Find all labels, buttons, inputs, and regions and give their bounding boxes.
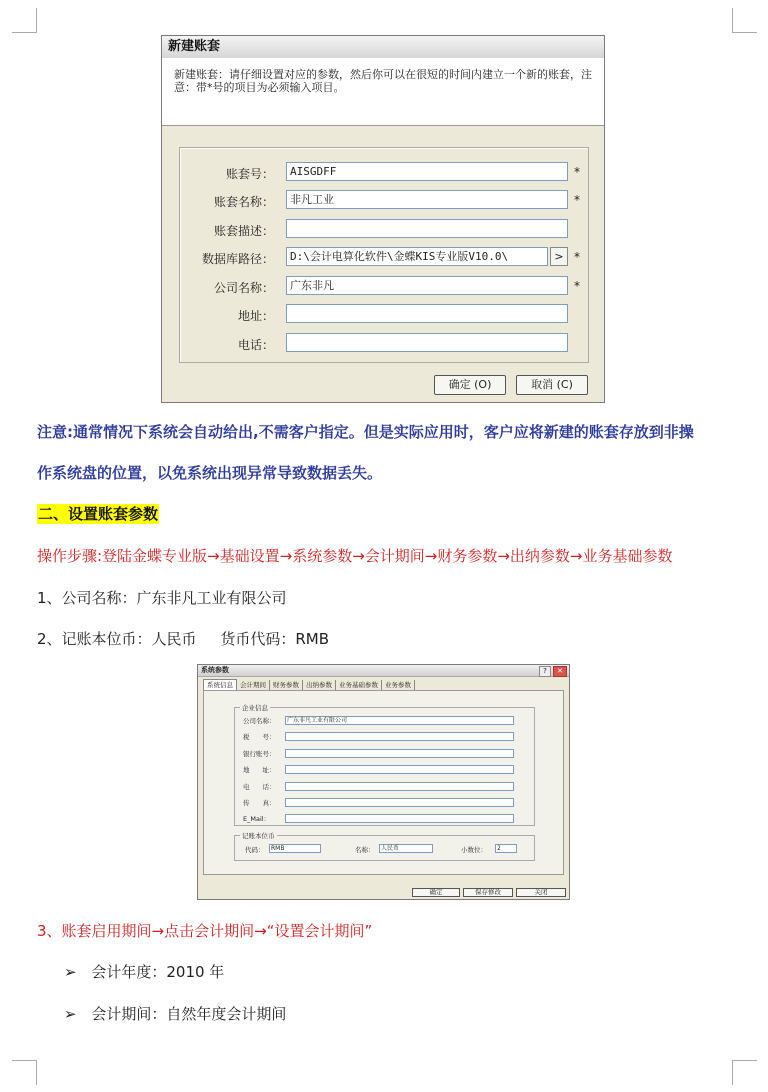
tab-cashier-params[interactable]: 出纳参数 [303,680,336,690]
field-label: 账套号： [225,167,274,181]
close-icon[interactable]: ✕ [553,666,567,677]
note-line-2: 作系统盘的位置，以免系统出现异常导致数据丢失。 [37,464,383,482]
name-label: 名称： [355,846,375,854]
field-row-account-number [180,162,590,182]
field-row-company-name [180,276,590,296]
email-input[interactable] [285,814,514,823]
field-label: 公司名称： [213,281,274,295]
row-email [243,814,523,823]
bank-account-input[interactable] [285,749,514,758]
group-title: 企业信息 [242,704,268,712]
row-label: 电 话： [243,783,276,791]
required-mark: * [574,193,580,207]
row-label: 传 真： [243,799,276,807]
field-row-account-name [180,190,590,210]
cancel-button[interactable]: 取消 (C) [516,375,588,395]
ok-button[interactable]: 确定 [412,888,460,897]
page-corner-mark [12,1060,37,1085]
bullet-arrow-icon: ➢ [64,963,77,981]
base-currency-group [234,832,535,861]
field-label: 电话： [237,338,274,352]
row-address [243,765,523,774]
row-label: 公司名称： [243,717,276,725]
tax-number-input[interactable] [285,732,514,741]
row-label: 银行账号： [243,750,276,758]
item-company-name: 1、公司名称：广东非凡工业有限公司 [37,589,287,607]
tab-business-base-params[interactable]: 业务基础参数 [336,680,382,690]
tab-panel [203,690,564,875]
page-corner-mark [12,8,37,33]
database-path-input[interactable]: D:\会计电算化软件\金蝶KIS专业版V10.0\ [286,247,548,266]
field-label: 账套描述： [213,224,274,238]
address-input[interactable] [285,765,514,774]
currency-code-input[interactable]: RMB [269,844,321,853]
company-name-input[interactable]: 广东非凡工业有限公司 [285,716,514,725]
page-corner-mark [732,8,757,33]
save-changes-button[interactable]: 保存修改 [463,888,513,897]
decimal-label: 小数位： [461,846,487,854]
tab-business-params[interactable]: 业务参数 [382,680,415,690]
group-title: 记账本位币 [242,832,275,840]
field-label: 账套名称： [213,195,274,209]
note-line-1: 注意:通常情况下系统会自动给出,不需客户指定。但是实际应用时，客户应将新建的账套存放到非操 [37,423,694,441]
currency-name-input[interactable]: 人民币 [379,844,433,853]
company-info-group [234,704,535,826]
field-row-account-description [180,219,590,239]
row-phone [243,782,523,791]
tab-accounting-period[interactable]: 会计期间 [237,680,270,690]
account-description-input[interactable] [286,219,568,238]
code-label: 代码： [245,846,265,854]
account-fields-group [179,147,589,363]
browse-button[interactable]: > [550,247,568,266]
list-item-text: 会计年度：2010 年 [91,963,225,981]
item-currency: 2、记账本位币：人民币 货币代码：RMB [37,630,330,648]
row-bank-account [243,749,523,758]
row-label: 税 号： [243,733,276,741]
list-item [64,1003,286,1024]
required-mark: * [574,165,580,179]
help-icon[interactable]: ? [539,666,551,677]
account-name-input[interactable]: 非凡工业 [286,190,568,209]
required-mark: * [574,279,580,293]
fax-input[interactable] [285,798,514,807]
field-row-address [180,304,590,324]
list-item-text: 会计期间：自然年度会计期间 [91,1005,287,1023]
field-label: 地址： [237,309,274,323]
tab-system-info[interactable]: 系统信息 [203,679,237,690]
tab-bar [203,679,415,690]
tab-finance-params[interactable]: 财务参数 [270,680,303,690]
list-item [64,961,224,982]
account-number-input[interactable]: AISGDFF [286,162,568,181]
new-account-set-dialog [161,35,605,403]
dialog-title: 新建账套 [162,36,604,59]
section-heading-text: 二、设置账套参数 [38,505,159,523]
item-period-setup: 3、账套启用期间→点击会计期间→“设置会计期间” [37,922,373,940]
row-tax-number [243,732,523,741]
close-button[interactable]: 关闭 [516,888,566,897]
dialog-intro-text: 新建账套：请仔细设置对应的参数，然后你可以在很短的时间内建立一个新的账套，注意：带*号的项目为必须输入项目。 [162,58,604,126]
dialog-title: 系统参数 [198,665,569,677]
ok-button[interactable]: 确定 (O) [434,375,506,395]
system-parameters-dialog [197,664,570,900]
field-row-phone [180,333,590,353]
required-mark: * [574,250,580,264]
row-label: E_Mail： [243,815,271,823]
address-input[interactable] [286,304,568,323]
row-label: 地 址： [243,766,276,774]
phone-input[interactable] [285,782,514,791]
phone-input[interactable] [286,333,568,352]
decimal-places-stepper[interactable]: 2 [495,844,517,853]
row-fax [243,798,523,807]
page-corner-mark [732,1060,757,1085]
company-name-input[interactable]: 广东非凡 [286,276,568,295]
section-heading [37,503,159,524]
field-label: 数据库路径： [201,252,274,266]
operation-steps: 操作步骤:登陆金蝶专业版→基础设置→系统参数→会计期间→财务参数→出纳参数→业务基础参数 [37,547,673,565]
bullet-arrow-icon: ➢ [64,1005,77,1023]
field-row-database-path [180,247,590,267]
row-company-name [243,716,523,725]
